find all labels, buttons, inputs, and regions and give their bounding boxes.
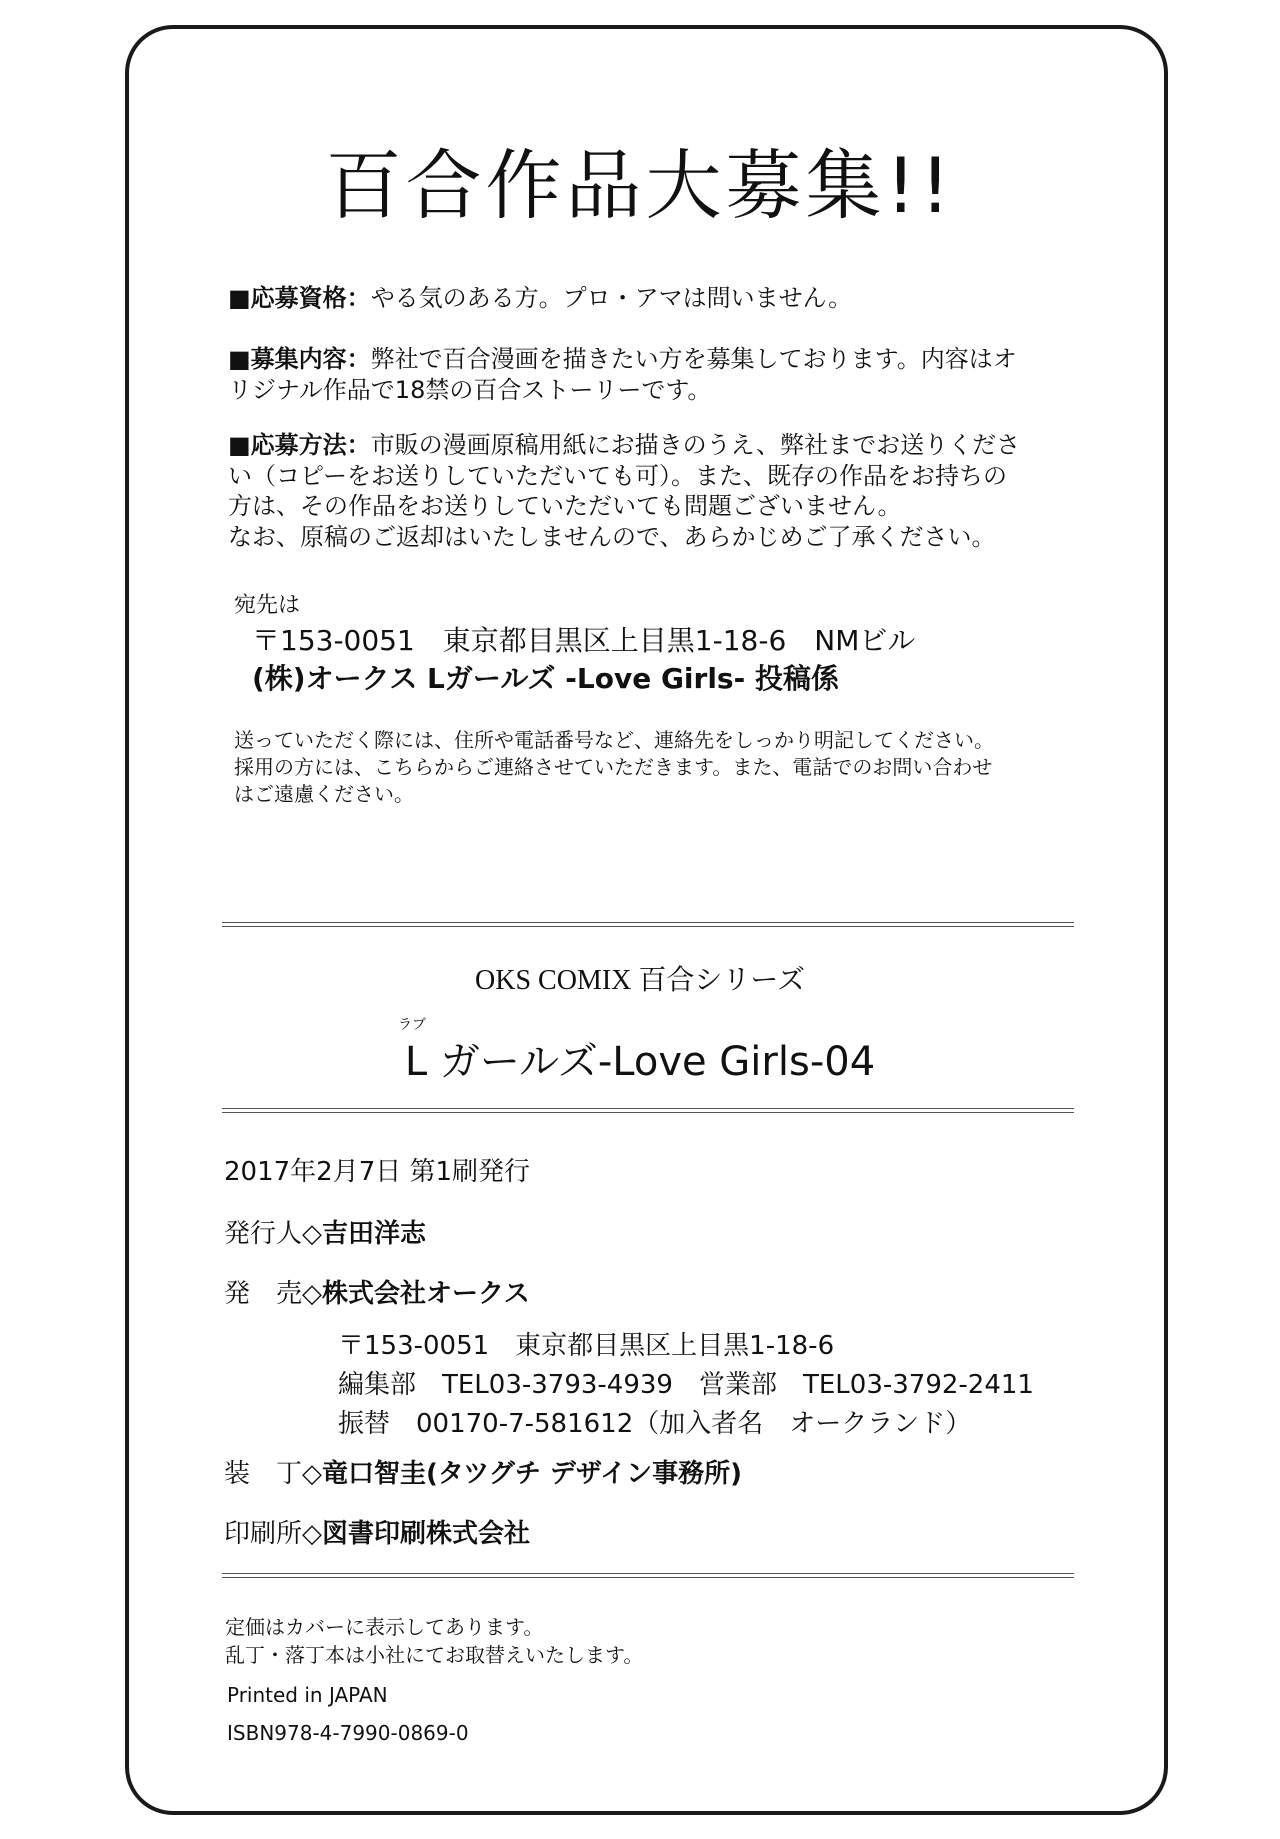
method-text-line2: い（コピーをお送りしていただいても可）。また、既存の作品をお持ちの (228, 462, 1008, 490)
exchange-note: 乱丁・落丁本は小社にてお取替えいたします。 (225, 1643, 644, 1667)
design-credit: 竜口智圭(タツグチ デザイン事務所) (322, 1459, 742, 1489)
note-line1: 送っていただく際には、住所や電話番号など、連絡先をしっかり明記してください。 (234, 728, 994, 752)
printed-in: Printed in JAPAN (227, 1683, 388, 1707)
seller-address: 〒153-0051 東京都目黒区上目黒1-18-6 (338, 1331, 835, 1361)
design-label: 装 丁◇ (224, 1459, 322, 1489)
price-note: 定価はカバーに表示してあります。 (225, 1615, 544, 1639)
transfer-account: 振替 00170-7-581612（加入者名 オークランド） (338, 1409, 972, 1439)
note-line3: はご遠慮ください。 (234, 782, 414, 806)
seller-name: 株式会社オークス (322, 1279, 530, 1309)
method-text-line3: 方は、その作品をお送りしていただいても問題ございません。 (228, 492, 902, 520)
seller-label: 発 売◇ (224, 1279, 322, 1309)
printer-name: 図書印刷株式会社 (322, 1519, 531, 1549)
series-name: OKS COMIX 百合シリーズ (475, 965, 805, 996)
issue-date: 2017年2月7日 第1刷発行 (224, 1157, 531, 1187)
note-line2: 採用の方には、こちらからご連絡させていただきます。また、電話でのお問い合わせ (234, 755, 993, 779)
divider-bottom (222, 1573, 1074, 1578)
divider-top (222, 922, 1074, 927)
isbn: ISBN978-4-7990-0869-0 (227, 1721, 469, 1745)
book-title: L ガールズ-Love Girls-04 (404, 1039, 876, 1085)
qualification-row (228, 283, 852, 313)
address-line1: 〒153-0051 東京都目黒区上目黒1-18-6 NMビル (252, 624, 916, 657)
printer-row (224, 1518, 530, 1550)
address-heading: 宛先は (234, 593, 301, 618)
method-label: ■応募方法： (228, 431, 371, 459)
address-line2: (株)オークス Lガールズ -Love Girls- 投稿係 (252, 662, 839, 695)
qualification-label: ■応募資格： (228, 284, 371, 312)
method-text-line4: なお、原稿のご返却はいたしませんので、あらかじめご了承ください。 (228, 523, 996, 551)
editorial-phone: 編集部 TEL03-3793-4939 営業部 TEL03-3792-2411 (338, 1370, 1034, 1400)
seller-row (224, 1278, 530, 1310)
publisher-label: 発行人◇ (224, 1219, 322, 1249)
content-row (228, 344, 1017, 374)
qualification-text: やる気のある方。プロ・アマは問いません。 (370, 284, 853, 312)
publisher-row (224, 1218, 426, 1250)
method-text-line1: 市販の漫画原稿用紙にお描きのうえ、弊社までお送りくださ (370, 431, 1021, 459)
method-row (228, 430, 1020, 460)
printer-label: 印刷所◇ (224, 1519, 322, 1549)
design-row (224, 1458, 742, 1490)
content-text-line1: 弊社で百合漫画を描きたい方を募集しております。内容はオ (370, 345, 1017, 373)
title-ruby: ラブ (398, 1017, 426, 1033)
content-text-line2: リジナル作品で18禁の百合ストーリーです。 (228, 376, 712, 404)
divider-middle (222, 1108, 1074, 1113)
recruit-title: 百合作品大募集!! (325, 141, 955, 230)
content-label: ■募集内容： (228, 345, 371, 373)
publisher-name: 吉田洋志 (322, 1219, 427, 1249)
